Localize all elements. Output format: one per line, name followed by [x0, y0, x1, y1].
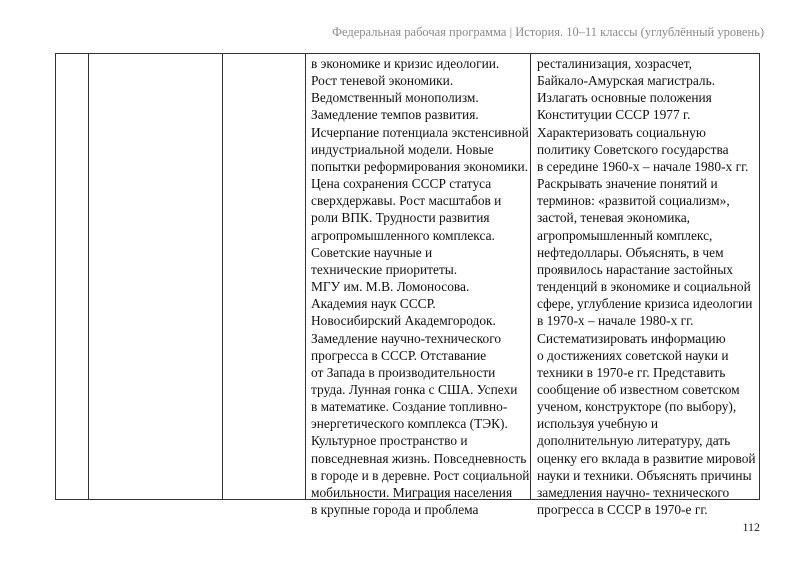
- text-line: ресталинизация, хозрасчет,: [537, 56, 692, 71]
- text-line: застой, теневая экономика,: [537, 210, 691, 226]
- text-line: Исчерпание потенциала экстенсивной: [311, 124, 529, 140]
- text-line: роли ВПК. Трудности развития: [311, 210, 490, 226]
- text-line: Замедление темпов развития.: [311, 107, 479, 123]
- text-line: Конституции СССР 1977 г.: [537, 107, 691, 123]
- text-line: Характеризовать социальную: [537, 124, 706, 140]
- text-line: в середине 1960-х – начале 1980-х гг.: [537, 158, 749, 174]
- text-line: Замедление научно-технического: [311, 330, 502, 346]
- column-divider: [88, 54, 89, 499]
- text-line: Байкало-Амурская магистраль.: [537, 73, 716, 89]
- text-line: оценку его вклада в развитие мировой: [537, 450, 756, 466]
- text-line: ученом, конструкторе (по выбору),: [537, 399, 737, 415]
- text-line: Цена сохранения СССР статуса: [311, 176, 492, 192]
- text-line: терминов: «развитой социализм»,: [537, 193, 730, 209]
- text-line: МГУ им. М.В. Ломоносова.: [311, 279, 470, 295]
- text-line: технические приоритеты.: [311, 261, 458, 277]
- text-line: Советские научные и: [311, 244, 433, 260]
- column-divider: [305, 54, 306, 499]
- text-line: Новосибирский Академгородок.: [311, 313, 496, 329]
- text-line: проявилось нарастание застойных: [537, 261, 733, 277]
- text-line: от Запада в производительности: [311, 364, 496, 380]
- curriculum-table: [55, 53, 760, 518]
- text-line: в экономике и кризис идеологии.: [311, 56, 500, 71]
- text-line: о достижениях советской науки и: [537, 347, 729, 363]
- text-line: нефтедоллары. Объяснять, в чем: [537, 244, 724, 260]
- text-line: используя учебную и: [537, 416, 659, 432]
- text-line: тенденций в экономике и социальной: [537, 279, 751, 295]
- text-line: Академия наук СССР.: [311, 296, 436, 312]
- text-line: Культурное пространство и: [311, 433, 468, 449]
- text-line: в крупные города и проблема: [311, 502, 479, 518]
- text-line: повседневная жизнь. Повседневность: [311, 450, 527, 466]
- text-line: в городе и в деревне. Рост социальной: [311, 467, 530, 483]
- text-line: Систематизировать информацию: [537, 330, 726, 346]
- text-line: агропромышленного комплекса.: [311, 227, 495, 243]
- text-line: энергетического комплекса (ТЭК).: [311, 416, 508, 432]
- text-line: индустриальной модели. Новые: [311, 141, 494, 157]
- running-header: Федеральная рабочая программа | История. 10–11 классы (углублённый уровень): [332, 25, 764, 39]
- content-cell: [311, 55, 529, 518]
- text-line: прогресса в СССР. Отставание: [311, 347, 487, 363]
- text-line: политику Советского государства: [537, 141, 729, 157]
- text-line: Излагать основные положения: [537, 90, 712, 106]
- text-line: науки и техники. Объяснять причины: [537, 467, 752, 483]
- text-line: Рост теневой экономики.: [311, 73, 454, 89]
- text-line: агропромышленный комплекс,: [537, 227, 713, 243]
- text-line: замедления научно- технического: [537, 484, 730, 500]
- text-line: техники в 1970-е гг. Представить: [537, 364, 726, 380]
- text-line: Ведомственный монополизм.: [311, 90, 479, 106]
- column-divider: [222, 54, 223, 499]
- text-line: в 1970-х – начале 1980-х гг.: [537, 313, 694, 329]
- text-line: дополнительную литературу, дать: [537, 433, 731, 449]
- text-line: труда. Лунная гонка с США. Успехи: [311, 381, 518, 397]
- text-line: сверхдержавы. Рост масштабов и: [311, 193, 502, 209]
- page-number: 112: [742, 520, 760, 534]
- text-line: мобильности. Миграция населения: [311, 484, 513, 500]
- text-line: Раскрывать значение понятий и: [537, 176, 718, 192]
- text-line: в математике. Создание топливно-: [311, 399, 508, 415]
- column-divider: [530, 54, 531, 499]
- activities-cell: [537, 55, 756, 518]
- text-line: сфере, углубление кризиса идеологии: [537, 296, 753, 312]
- text-line: прогресса в СССР в 1970-е гг.: [537, 502, 708, 518]
- text-line: сообщение об известном советском: [537, 381, 740, 397]
- text-line: попытки реформирования экономики.: [311, 158, 529, 174]
